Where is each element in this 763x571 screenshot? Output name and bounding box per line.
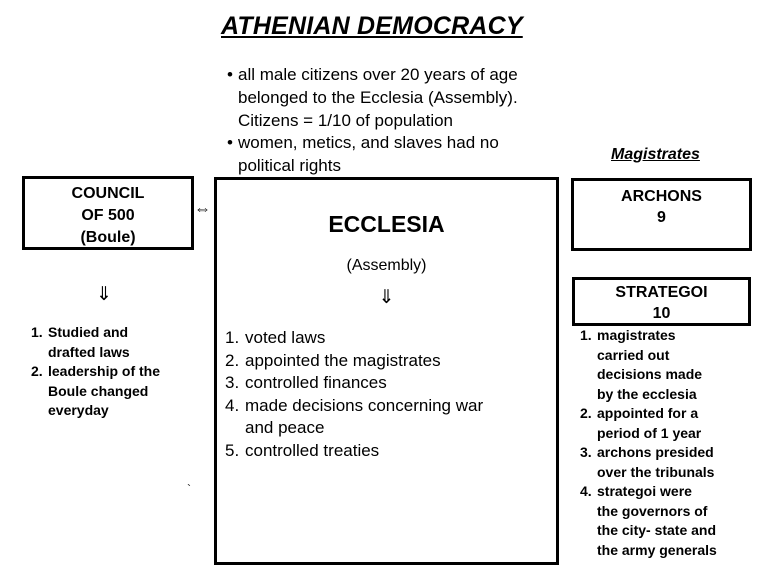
intro-line: belonged to the Ecclesia (Assembly). <box>238 88 518 107</box>
list-item: 1. voted laws <box>225 328 326 347</box>
archons-label: ARCHONS <box>621 188 702 205</box>
ecclesia-subtitle: (Assembly) <box>346 257 427 274</box>
list-item: 1. Studied and drafted laws <box>31 324 130 360</box>
council-label: OF 500 <box>81 207 135 224</box>
stray-mark: ` <box>187 482 191 496</box>
council-box <box>22 176 194 250</box>
bullet-mark: • <box>227 133 233 152</box>
strategoi-box <box>572 277 751 326</box>
magistrates-list <box>580 326 760 560</box>
strategoi-count: 10 <box>652 305 671 322</box>
intro-line: Citizens = 1/10 of population <box>238 111 454 130</box>
list-item: 2. appointed for a period of 1 year <box>580 405 702 441</box>
down-arrow-icon: ⇓ <box>378 287 395 308</box>
list-item: 2. leadership of the Boule changed everyday <box>31 363 161 418</box>
intro-bullet-1 <box>227 63 518 132</box>
intro-line: women, metics, and slaves had no <box>238 133 499 152</box>
list-item: 4. made decisions concerning war and peace <box>225 395 484 437</box>
magistrates-heading: Magistrates <box>611 146 700 163</box>
double-arrow-icon: ⇔ <box>194 199 211 218</box>
archons-count: 9 <box>657 209 666 226</box>
council-label: COUNCIL <box>71 185 145 202</box>
down-arrow-icon: ⇓ <box>96 284 112 305</box>
list-item: 3. controlled finances <box>225 373 387 392</box>
bullet-mark: • <box>227 65 233 84</box>
intro-line: political rights <box>238 156 341 175</box>
council-label: (Boule) <box>80 229 136 246</box>
page-title: ATHENIAN DEMOCRACY <box>221 12 523 40</box>
list-item: 2. appointed the magistrates <box>225 350 441 370</box>
list-item: 4. strategoi were the governors of the city- state and the army generals <box>580 483 717 558</box>
intro-bullet-2 <box>227 131 499 177</box>
list-item: 1. magistrates carried out decisions made by the ecclesia <box>580 327 703 402</box>
council-list <box>31 323 201 421</box>
ecclesia-box <box>214 177 559 565</box>
ecclesia-list <box>225 327 555 462</box>
archons-box <box>571 178 752 251</box>
strategoi-label: STRATEGOI <box>615 284 708 301</box>
list-item: 3. archons presided over the tribunals <box>580 444 715 480</box>
intro-line: all male citizens over 20 years of age <box>238 65 518 84</box>
ecclesia-title: ECCLESIA <box>328 211 445 237</box>
list-item: 5. controlled treaties <box>225 440 380 460</box>
